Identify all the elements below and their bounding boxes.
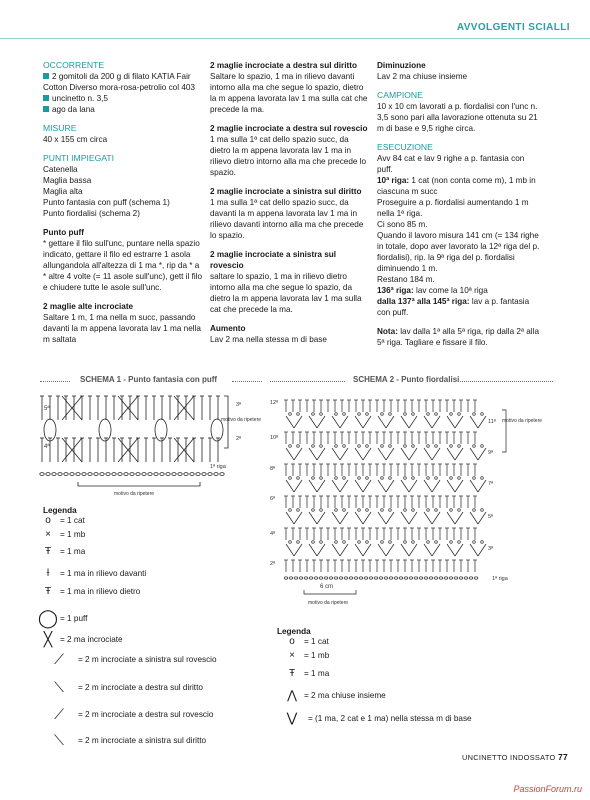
right-cross-front-icon: ⟍: [54, 679, 64, 695]
legend-item: Ŧ = 1 ma: [36, 546, 85, 557]
punto-item: Maglia bassa: [43, 176, 92, 185]
divider: [270, 381, 345, 382]
row-label: 10ª: [270, 435, 279, 441]
stitch-text: saltare lo spazio, 1 ma in rilievo dietro intorno alla ma che segue lo spazio, da dietro la m appena lavorata lav 1 ma sulla cat che precede la ma.: [210, 272, 362, 314]
chain-icon: o: [289, 636, 295, 647]
bullet-icon: [43, 95, 49, 101]
schema2-title: SCHEMA 2 - Punto fiordalisi: [353, 375, 460, 384]
occorrente-item: uncinetto n. 3,5: [43, 93, 203, 104]
motivo-label: motivo da ripetere: [308, 600, 349, 606]
row-label: 1ª riga: [210, 464, 226, 470]
esecuzione-text: Proseguire a p. fiordalisi aumentando 1 m nella 1ª riga.: [377, 198, 529, 218]
back-post-icon: Ŧ: [44, 586, 52, 597]
schema2-diagram: [268, 392, 568, 612]
alte-text: Saltare 1 m, 1 ma nella m succ, passando davanti la m appena lavorata lav 1 ma nella m saltata: [43, 313, 201, 344]
punto-item: Maglia alta: [43, 187, 83, 196]
header-rule: [0, 38, 590, 39]
puff-icon: ◯: [37, 608, 59, 628]
legend-item: Ŧ = 1 ma: [280, 668, 329, 679]
double-crochet-icon: Ŧ: [288, 668, 296, 679]
schema1-diagram: [38, 388, 268, 500]
row-label: 6ª: [270, 496, 276, 502]
row-label: 2ª: [236, 436, 242, 442]
punto-item: Punto fantasia con puff (schema 1): [43, 198, 170, 207]
cross-icon: ×: [45, 529, 51, 540]
legend-item: ⟋ = 2 m incrociate a sinistra sul rovescio: [40, 651, 217, 668]
legend-item: ⋁ = (1 ma, 2 cat e 1 ma) nella stessa m di base: [276, 710, 472, 726]
row-label: 8ª: [270, 466, 276, 472]
stitch-text: 1 ma sulla 1ª cat dello spazio succ, da davanti la m appena lavorata lav 1 ma in rilievo davanti intorno alla ma che precede lo spazio.: [210, 198, 364, 240]
stitch-heading: 2 maglie incrociate a destra sul diritto: [210, 61, 357, 70]
watermark: PassionForum.ru: [513, 784, 582, 794]
puff-heading: Punto puff: [43, 228, 84, 237]
left-cross-back-icon: ⟋: [54, 651, 64, 667]
front-post-icon: Ɨ: [46, 568, 50, 579]
legend-item: ⋀ = 2 ma chiuse insieme: [280, 688, 386, 702]
esecuzione-text: 136ª riga: lav come la 10ª riga: [377, 286, 488, 295]
esecuzione-text: Quando il lavoro misura 141 cm (= 134 righe in totale, dopo aver lavorato la 12ª riga del p. fiordalisi), rip. la 9ª riga del p. fiordalisi diminuendo 1 m.: [377, 231, 540, 273]
double-crochet-icon: Ŧ: [44, 546, 52, 557]
legend-item: ◯ = 1 puff: [37, 608, 88, 628]
right-cross-back-icon: ⟋: [54, 706, 64, 722]
aumento-heading: Aumento: [210, 324, 246, 333]
column-3: [377, 60, 542, 348]
occorrente-item: 2 gomitoli da 200 g di filato KATIA Fair Cotton Diverso mora-rosa-petrolio col 403: [43, 72, 195, 92]
row-label: 2ª: [270, 561, 276, 567]
row-label: 1ª riga: [492, 576, 508, 582]
bullet-icon: [43, 73, 49, 79]
motivo-label: motivo da ripetere: [114, 491, 155, 497]
esecuzione-text: dalla 137ª alla 145ª riga: lav a p. fantasia con puff.: [377, 297, 530, 317]
diminuzione-text: Lav 2 ma chiuse insieme: [377, 72, 468, 81]
legend-title: Legenda: [43, 506, 77, 515]
legend-item: Ŧ = 1 ma in rilievo dietro: [36, 586, 140, 597]
punto-item: Catenella: [43, 165, 78, 174]
magazine-name: UNCINETTO INDOSSATO: [462, 753, 556, 762]
esecuzione-heading: ESECUZIONE: [377, 142, 433, 152]
divider: [40, 381, 70, 382]
campione-heading: CAMPIONE: [377, 90, 423, 100]
column-1: [43, 60, 203, 345]
divider: [232, 381, 262, 382]
chain-icon: o: [45, 515, 51, 526]
stitch-text: 1 ma sulla 1ª cat dello spazio succ, da dietro la m appena lavorata lav 1 ma in rilievo dietro intorno alla ma che precede lo spazio.: [210, 135, 367, 177]
bullet-icon: [43, 106, 49, 112]
page-footer: [462, 752, 568, 762]
nota-text: Nota: lav dalla 1ª alla 5ª riga, rip dalla 2ª alla 5ª riga. Tagliare e fissare il filo.: [377, 327, 540, 347]
motivo-label: motivo da ripetere: [221, 417, 262, 423]
legend-item: o = 1 cat: [280, 636, 329, 647]
legend-item: ⟋ = 2 m incrociate a destra sul rovescio: [40, 706, 213, 723]
legend-title: Legenda: [277, 627, 311, 636]
row-label: 5ª: [44, 406, 50, 412]
stitch-heading: 2 maglie incrociate a sinistra sul rovescio: [210, 250, 337, 270]
esecuzione-text: Restano 184 m.: [377, 275, 435, 284]
schema1-title: SCHEMA 1 - Punto fantasia con puff: [80, 375, 218, 384]
row-label: 3ª: [488, 546, 494, 552]
occorrente-item: ago da lana: [43, 104, 203, 115]
row-label: 9ª: [488, 450, 494, 456]
stitch-heading: 2 maglie incrociate a sinistra sul diritto: [210, 187, 362, 196]
legend-item: o = 1 cat: [36, 515, 85, 526]
row-label: 11ª: [488, 419, 496, 425]
row-label: 3ª: [236, 402, 242, 408]
stitch-text: Saltare lo spazio, 1 ma in rilievo davanti intorno alla ma che segue lo spazio, dietro la m appena lavorata lav 1 ma sulla cat che precede la ma.: [210, 72, 368, 114]
legend-item: × = 1 mb: [280, 650, 329, 661]
row-label: 7ª: [488, 481, 494, 487]
row-label: 4ª: [270, 531, 276, 537]
campione-text: 10 x 10 cm lavorati a p. fiordalisi con l'unc n. 3,5 sono pari alla lavorazione ottenuta su 21 m di base e 9,5 righe circa.: [377, 102, 538, 133]
alte-heading: 2 maglie alte incrociate: [43, 302, 134, 311]
shell-icon: ⋁: [286, 710, 298, 725]
aumento-text: Lav 2 ma nella stessa m di base: [210, 335, 327, 344]
misure-text: 40 x 155 cm circa: [43, 135, 108, 144]
esecuzione-text: Avv 84 cat e lav 9 righe a p. fantasia con puff.: [377, 154, 525, 174]
punto-item: Punto fiordalisi (schema 2): [43, 209, 140, 218]
page-header: [0, 10, 590, 54]
decrease-icon: ⋀: [287, 688, 297, 702]
legend-item: × = 1 mb: [36, 529, 85, 540]
motivo-label: motivo da ripetere: [502, 418, 543, 424]
row-label: 12ª: [270, 400, 279, 406]
misure-heading: MISURE: [43, 123, 77, 133]
esecuzione-text: Ci sono 85 m.: [377, 220, 428, 229]
puff-text: * gettare il filo sull'unc, puntare nella spazio indicato, gettare il filo ed estrarre 1 asola allungandola all'altezza di 1 ma *, rip da * a * altre 4 volte (= 11 asole sull'unc), gett il filo e chiudere tutte le asole sull'unc.: [43, 239, 203, 292]
page-number: 77: [557, 752, 568, 762]
diminuzione-heading: Diminuzione: [377, 61, 426, 70]
divider: [458, 381, 553, 382]
crossed-stitch-icon: ╳: [43, 631, 53, 647]
section-title: AVVOLGENTI SCIALLI: [456, 22, 570, 33]
left-cross-front-icon: ⟍: [54, 732, 64, 748]
cross-icon: ×: [289, 650, 295, 661]
legend-item: Ɨ = 1 ma in rilievo davanti: [36, 568, 146, 579]
stitch-heading: 2 maglie incrociate a destra sul rovescio: [210, 124, 368, 133]
occorrente-heading: OCCORRENTE: [43, 60, 105, 70]
legend-item: ⟍ = 2 m incrociate a sinistra sul diritto: [40, 732, 206, 749]
legend-item: ╳ = 2 ma incrociate: [36, 631, 123, 648]
punti-heading: PUNTI IMPIEGATI: [43, 153, 114, 163]
column-2: [210, 60, 370, 345]
esecuzione-text: 10ª riga: 1 cat (non conta come m), 1 mb in ciascuna m succ: [377, 176, 536, 196]
legend-item: ⟍ = 2 m incrociate a destra sul diritto: [40, 679, 203, 696]
row-label: 5ª: [488, 514, 494, 520]
measure-label: 6 cm: [320, 584, 334, 590]
row-label: 4ª: [44, 444, 50, 450]
